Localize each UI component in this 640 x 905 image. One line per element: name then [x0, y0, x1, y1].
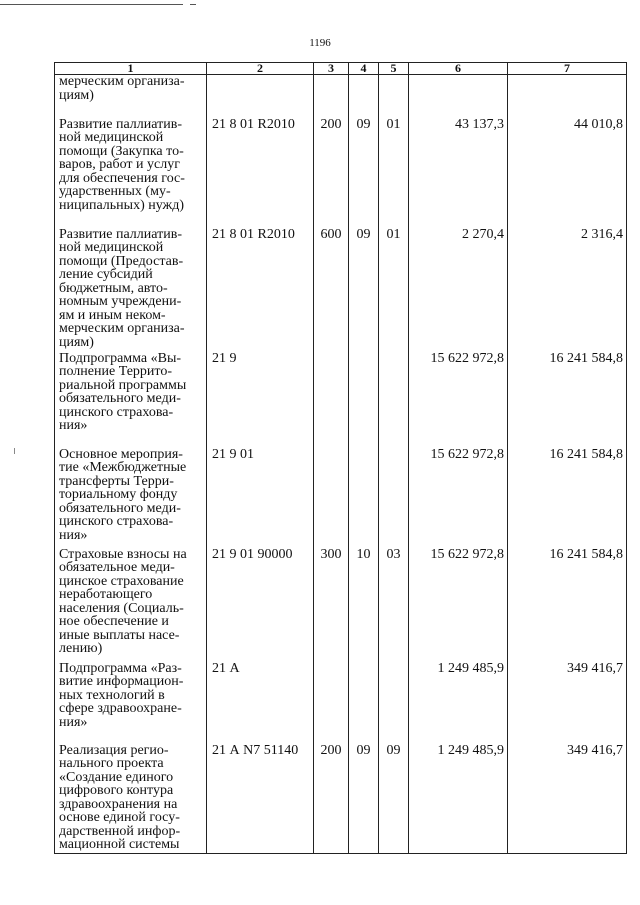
row-name-cell: Подпрограмма «Раз- витие информацион- ных технологий в сфере здравоохране- ния»: [55, 660, 207, 742]
row-col6-cell: 15 622 972,8: [409, 546, 508, 660]
row-col4-cell: 09: [349, 116, 379, 226]
col-header-5: 5: [379, 63, 409, 75]
row-name-cell: Реализация регио- нального проекта «Создание единого цифрового контура здравоохранения на основе единой госу- дарственной инфор- мационной системы: [55, 742, 207, 854]
row-col7-cell: 16 241 584,8: [508, 350, 627, 446]
row-col4-cell: [349, 350, 379, 446]
row-col6-cell: 15 622 972,8: [409, 350, 508, 446]
row-code-cell: 21 А: [207, 660, 314, 742]
table-row: [55, 350, 627, 446]
row-col6-cell: 1 249 485,9: [409, 660, 508, 742]
header-rule-tick: [190, 4, 196, 5]
row-col7-cell: [508, 75, 627, 116]
row-col5-cell: 01: [379, 226, 409, 350]
row-col3-cell: [314, 446, 349, 546]
row-col7-cell: 16 241 584,8: [508, 446, 627, 546]
row-col7-cell: 2 316,4: [508, 226, 627, 350]
header-rule: [0, 4, 183, 5]
row-code-cell: 21 9 01: [207, 446, 314, 546]
row-col3-cell: [314, 350, 349, 446]
row-col3-cell: 200: [314, 742, 349, 854]
row-name-cell: Основное мероприя- тие «Межбюджетные трансферты Терри- ториальному фонду обязательного меди- цинского страхова- ния»: [55, 446, 207, 546]
row-col6-cell: 1 249 485,9: [409, 742, 508, 854]
row-col7-cell: 16 241 584,8: [508, 546, 627, 660]
row-code-cell: 21 9: [207, 350, 314, 446]
row-col5-cell: 03: [379, 546, 409, 660]
row-col6-cell: 43 137,3: [409, 116, 508, 226]
row-col6-cell: 2 270,4: [409, 226, 508, 350]
row-name-cell: Развитие паллиатив- ной медицинской помощи (Предостав- ление субсидий бюджетным, авто- номным учреждени- ям и иным неком- мерческим организа- циям): [55, 226, 207, 350]
table-row: [55, 75, 627, 116]
row-name-cell: Развитие паллиатив- ной медицинской помощи (Закупка то- варов, работ и услуг для обеспечения гос- ударственных (му- ниципальных) нужд): [55, 116, 207, 226]
col-header-1: 1: [55, 63, 207, 75]
row-col3-cell: [314, 660, 349, 742]
row-code-cell: 21 8 01 R2010: [207, 116, 314, 226]
margin-mark: [14, 448, 15, 454]
row-col7-cell: 44 010,8: [508, 116, 627, 226]
table-row: [55, 226, 627, 350]
row-col5-cell: 09: [379, 742, 409, 854]
row-col7-cell: 349 416,7: [508, 742, 627, 854]
row-col6-cell: [409, 75, 508, 116]
header-row: [55, 63, 627, 75]
row-code-cell: 21 А N7 51140: [207, 742, 314, 854]
table-row: [55, 660, 627, 742]
page-number: 1196: [309, 37, 331, 49]
row-col3-cell: 200: [314, 116, 349, 226]
row-col5-cell: 01: [379, 116, 409, 226]
table-row: [55, 116, 627, 226]
row-col4-cell: 09: [349, 742, 379, 854]
row-col3-cell: 300: [314, 546, 349, 660]
row-col4-cell: [349, 75, 379, 116]
col-header-7: 7: [508, 63, 627, 75]
row-col5-cell: [379, 660, 409, 742]
table-row: [55, 742, 627, 854]
row-col4-cell: 10: [349, 546, 379, 660]
row-code-cell: 21 9 01 90000: [207, 546, 314, 660]
row-name-cell: Страховые взносы на обязательное меди- цинское страхование неработающего населения (Социаль- ное обеспечение и иные выплаты насе- лению): [55, 546, 207, 660]
col-header-6: 6: [409, 63, 508, 75]
row-col3-cell: [314, 75, 349, 116]
row-col6-cell: 15 622 972,8: [409, 446, 508, 546]
row-col4-cell: 09: [349, 226, 379, 350]
row-name-cell: Подпрограмма «Вы- полнение Террито- риальной программы обязательного меди- цинского страхова- ния»: [55, 350, 207, 446]
row-col5-cell: [379, 75, 409, 116]
row-code-cell: 21 8 01 R2010: [207, 226, 314, 350]
col-header-3: 3: [314, 63, 349, 75]
table-row: [55, 446, 627, 546]
budget-table: [54, 62, 627, 854]
row-code-cell: [207, 75, 314, 116]
row-col4-cell: [349, 446, 379, 546]
row-col7-cell: 349 416,7: [508, 660, 627, 742]
row-col3-cell: 600: [314, 226, 349, 350]
row-col4-cell: [349, 660, 379, 742]
col-header-4: 4: [349, 63, 379, 75]
row-name-cell: мерческим организа- циям): [55, 75, 207, 116]
col-header-2: 2: [207, 63, 314, 75]
row-col5-cell: [379, 350, 409, 446]
table-row: [55, 546, 627, 660]
row-col5-cell: [379, 446, 409, 546]
